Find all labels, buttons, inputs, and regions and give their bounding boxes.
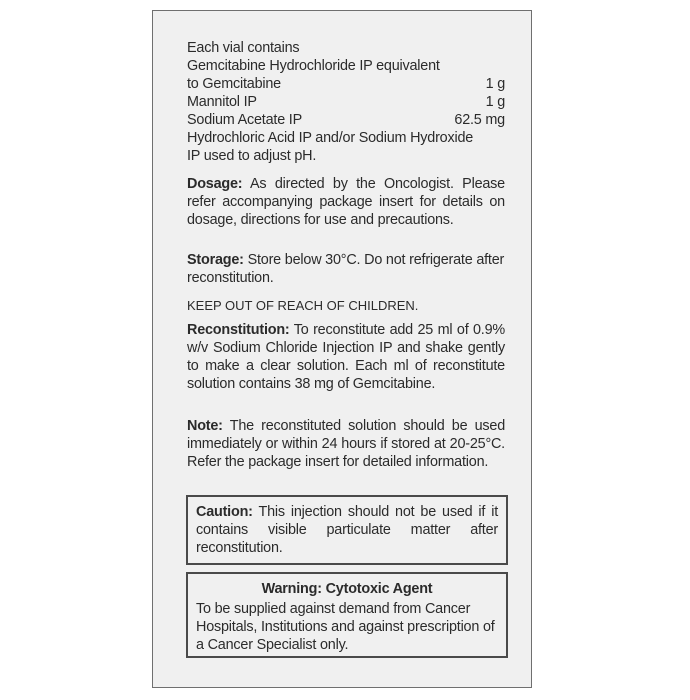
dosage-text: As directed by the Oncologist. Please refer accompanying package insert for details on dosage, directions for use and precautions. [187, 176, 505, 228]
note-label: Note: [187, 418, 223, 434]
note-section [187, 417, 505, 471]
note-text: The reconstituted solution should be used immediately or within 24 hours if stored at 20-25°C. Refer the package insert for detailed information. [187, 418, 505, 470]
keep-out-warning: KEEP OUT OF REACH OF CHILDREN. [187, 298, 419, 313]
reconstitution-section [187, 321, 505, 393]
storage-section [187, 251, 509, 287]
caution-box [186, 495, 508, 565]
storage-text: Store below 30°C. Do not refrigerate after reconstitution. [187, 252, 505, 286]
ingredient-value: 62.5 mg [454, 112, 505, 128]
composition-line-ph-adjust-cont: IP used to adjust pH. [187, 148, 317, 164]
composition-line-ph-adjust: Hydrochloric Acid IP and/or Sodium Hydroxide [187, 130, 474, 146]
reconstitution-label: Reconstitution: [187, 322, 290, 338]
composition-line-gemcitabine-hcl: Gemcitabine Hydrochloride IP equivalent [187, 58, 440, 74]
ingredient-value: 1 g [485, 76, 505, 92]
caution-text-block [196, 503, 498, 557]
ingredient-value: 1 g [485, 94, 505, 110]
storage-label: Storage: [187, 252, 244, 268]
ingredient-label: Sodium Acetate IP [187, 112, 302, 128]
composition-heading: Each vial contains [187, 40, 300, 56]
ingredient-label: Mannitol IP [187, 94, 257, 110]
composition-block [187, 39, 505, 165]
composition-row-sodium-acetate [187, 111, 505, 129]
caution-text: This injection should not be used if it contains visible particulate matter after reconstitution. [196, 504, 498, 556]
warning-text: To be supplied against demand from Cancer Hospitals, Institutions and against prescription of a Cancer Specialist only. [196, 601, 495, 653]
ingredient-label: to Gemcitabine [187, 76, 281, 92]
composition-row-mannitol [187, 93, 505, 111]
warning-box [186, 572, 508, 658]
dosage-label: Dosage: [187, 176, 243, 192]
reconstitution-text: To reconstitute add 25 ml of 0.9% w/v Sodium Chloride Injection IP and shake gently to make a clear solution. Each ml of reconstitute solution contains 38 mg of Gemcitabine. [187, 322, 505, 392]
dosage-section [187, 175, 505, 229]
caution-label: Caution: [196, 504, 253, 520]
warning-title: Warning: Cytotoxic Agent [261, 581, 433, 597]
composition-row-gemcitabine [187, 75, 505, 93]
